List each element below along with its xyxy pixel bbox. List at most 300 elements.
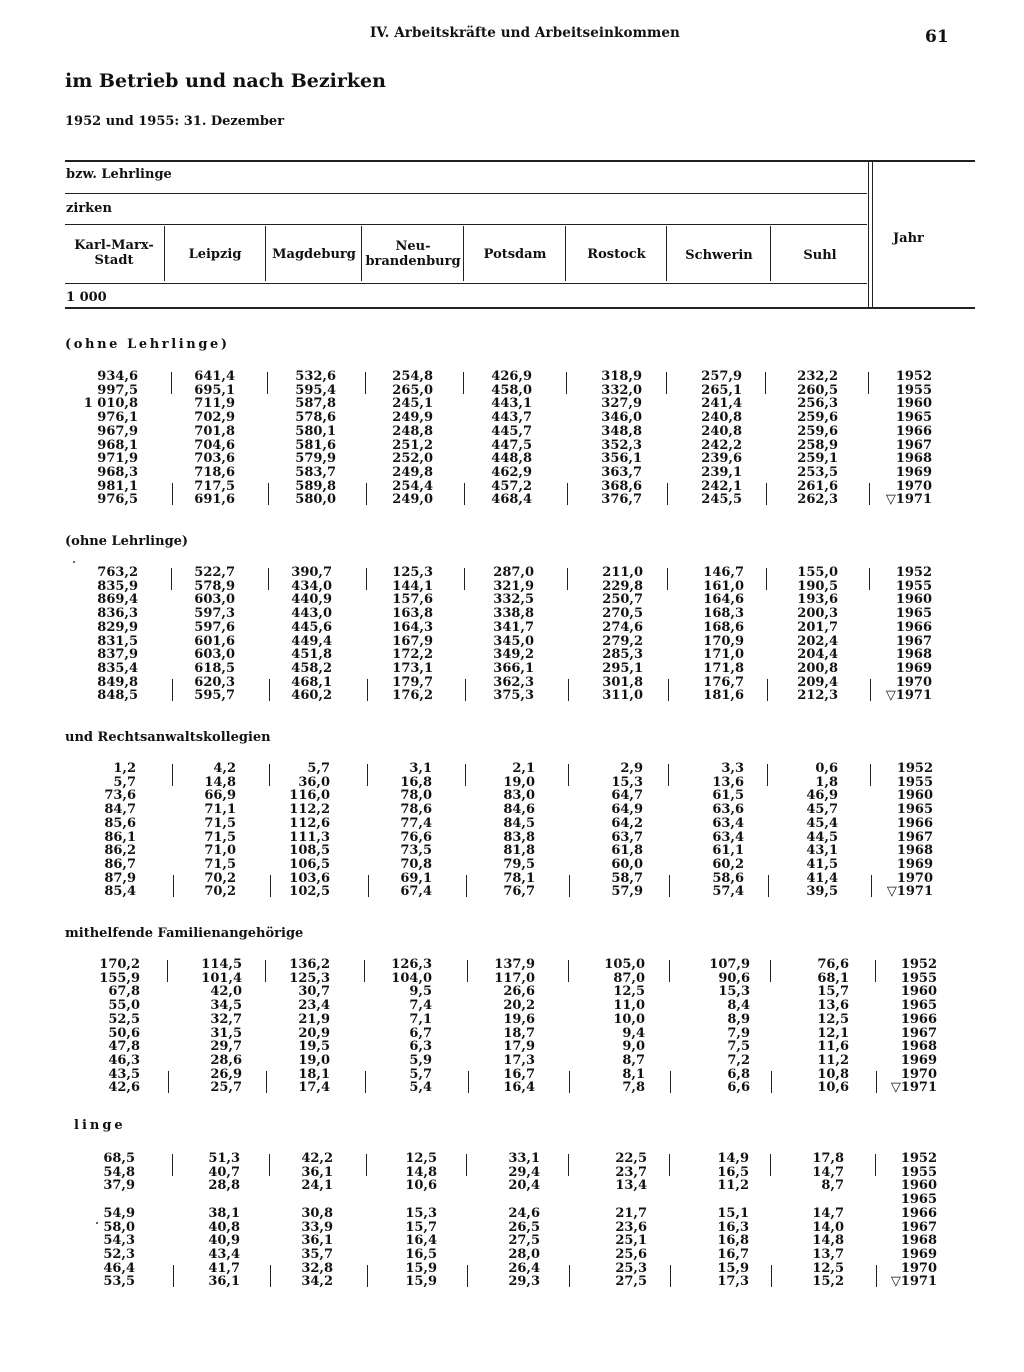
table-cell: 245,5 [701, 492, 742, 508]
value-column-magdeburg [260, 958, 330, 1095]
table-cell: 19,6 [503, 1011, 535, 1027]
table-cell: 249,9 [392, 410, 433, 426]
page-subtitle: 1952 und 1955: 31. Dezember [65, 114, 285, 129]
table-cell: 45,4 [806, 815, 838, 831]
year-cell: 1970 [900, 1260, 937, 1276]
table-cell: 176,7 [703, 674, 744, 690]
value-column-potsdam [460, 1152, 540, 1289]
table-cell: 69,1 [400, 870, 432, 886]
table-cell [660, 1193, 749, 1207]
table-cell: 58,6 [712, 870, 744, 886]
table-cell: 6,8 [727, 1066, 750, 1082]
table-cell: 26,4 [508, 1260, 540, 1276]
table-cell: 229,8 [602, 578, 643, 594]
section-title: und Rechtsanwaltskollegien [65, 730, 271, 745]
table-cell: 21,7 [615, 1205, 647, 1221]
table-cell: 71,1 [204, 802, 236, 818]
value-column-potsdam [460, 370, 532, 507]
column-header-schwerin: Schwerin [685, 248, 753, 263]
col-divider [164, 226, 165, 281]
table-cell: 848,5 [97, 688, 138, 704]
table-cell: 103,6 [289, 870, 330, 886]
year-cell: 1965 [900, 1192, 937, 1208]
table-cell: 63,7 [611, 829, 643, 845]
table-cell: 849,8 [97, 674, 138, 690]
table-cell: 601,6 [194, 633, 235, 649]
table-cell: 35,7 [301, 1246, 333, 1262]
year-cell: 1968 [895, 451, 932, 467]
table-cell: 18,7 [503, 1025, 535, 1041]
table-cell: 105,0 [604, 957, 645, 972]
value-column-neubrandenburg [360, 958, 432, 1095]
table-cell: 63,4 [712, 815, 744, 831]
table-cell: 15,7 [817, 984, 849, 1000]
table-cell: 64,2 [611, 815, 643, 831]
value-column-suhl [760, 1152, 844, 1289]
value-column-suhl [760, 762, 838, 899]
table-cell: 14,8 [204, 774, 236, 790]
table-cell: 270,5 [602, 606, 643, 622]
table-cell: 116,0 [289, 788, 330, 804]
table-cell: 70,8 [400, 856, 432, 872]
table-cell: 64,9 [611, 802, 643, 818]
table-cell: 171,8 [703, 660, 744, 676]
header-rule-bottom [65, 307, 975, 309]
table-cell: 8,9 [727, 1011, 750, 1027]
table-cell: 19,0 [298, 1052, 330, 1068]
table-cell: 29,4 [508, 1164, 540, 1180]
table-cell: 202,4 [797, 633, 838, 649]
year-cell: 1967 [900, 1025, 937, 1041]
value-column-magdeburg [260, 566, 332, 703]
table-cell: 26,6 [503, 984, 535, 1000]
table-cell: 831,5 [97, 633, 138, 649]
table-cell: 595,4 [295, 382, 336, 398]
table-cell: 5,9 [409, 1052, 432, 1068]
table-cell: 16,7 [503, 1066, 535, 1082]
table-cell: 50,6 [108, 1025, 140, 1041]
table-cell: 262,3 [797, 492, 838, 508]
table-cell: 23,6 [615, 1219, 647, 1235]
table-cell: 22,5 [615, 1151, 647, 1166]
header-rule-2 [65, 224, 867, 225]
table-cell: 190,5 [797, 578, 838, 594]
table-cell [460, 1193, 540, 1207]
year-cell: 1952 [900, 1151, 937, 1166]
table-cell: 78,6 [400, 802, 432, 818]
table-cell: 36,1 [301, 1164, 333, 1180]
table-cell: 274,6 [602, 619, 643, 635]
table-cell: 32,8 [301, 1260, 333, 1276]
table-cell: 193,6 [797, 592, 838, 608]
table-cell: 21,9 [298, 1011, 330, 1027]
table-cell: 90,6 [718, 970, 750, 986]
table-cell: 71,5 [204, 815, 236, 831]
table-cell: 83,0 [503, 788, 535, 804]
column-divider-mark [870, 764, 871, 786]
header-rule-3 [65, 283, 867, 284]
table-cell [360, 1193, 437, 1207]
table-cell: 14,9 [717, 1151, 749, 1166]
table-cell: 58,0 [103, 1219, 135, 1235]
table-cell: 19,0 [503, 774, 535, 790]
column-divider-mark [868, 372, 869, 394]
table-cell: 117,0 [494, 970, 535, 986]
table-cell: 16,7 [717, 1246, 749, 1262]
table-cell: 76,6 [400, 829, 432, 845]
table-cell: 81,8 [503, 843, 535, 859]
jahr-divider [872, 162, 873, 307]
table-cell: 30,8 [301, 1205, 333, 1221]
table-cell: 57,4 [712, 884, 744, 900]
table-cell: 1 010,8 [83, 396, 138, 412]
year-cell: 1969 [895, 464, 932, 480]
table-cell: 835,4 [97, 660, 138, 676]
table-cell: 84,5 [503, 815, 535, 831]
year-cell: 1952 [895, 565, 932, 580]
table-cell: 997,5 [97, 382, 138, 398]
table-cell: 376,7 [601, 492, 642, 508]
table-cell: 111,3 [289, 829, 330, 845]
table-cell: 12,5 [405, 1151, 437, 1166]
table-cell: 8,1 [622, 1066, 645, 1082]
table-cell: 242,1 [701, 478, 742, 494]
table-cell: 212,3 [797, 688, 838, 704]
table-cell: 457,2 [491, 478, 532, 494]
table-cell: 71,0 [204, 843, 236, 859]
table-cell: 16,4 [503, 1080, 535, 1096]
value-column-neubrandenburg [360, 762, 432, 899]
table-cell: 260,5 [797, 382, 838, 398]
table-cell: 51,3 [208, 1151, 240, 1166]
table-cell: 41,5 [806, 856, 838, 872]
table-cell: 6,6 [727, 1080, 750, 1096]
table-cell: 468,4 [491, 492, 532, 508]
column-header-rostock: Rostock [587, 247, 646, 262]
table-cell: 4,2 [213, 761, 236, 776]
table-cell: 363,7 [601, 464, 642, 480]
table-cell: 345,0 [493, 633, 534, 649]
table-cell: 170,9 [703, 633, 744, 649]
table-cell: 581,6 [295, 437, 336, 453]
page-title: im Betrieb und nach Bezirken [65, 70, 386, 92]
table-cell: 42,2 [301, 1151, 333, 1166]
table-cell: 61,8 [611, 843, 643, 859]
table-cell: 61,5 [712, 788, 744, 804]
table-cell: 42,6 [108, 1080, 140, 1096]
column-divider-mark [871, 875, 872, 897]
running-title: IV. Arbeitskräfte und Arbeitseinkommen [370, 25, 680, 41]
table-cell: 10,8 [817, 1066, 849, 1082]
year-cell: 1970 [895, 478, 932, 494]
table-cell: 71,5 [204, 829, 236, 845]
table-cell: 41,7 [208, 1260, 240, 1276]
table-cell: 261,6 [797, 478, 838, 494]
table-cell: 86,1 [104, 829, 136, 845]
table-cell: 15,9 [405, 1260, 437, 1276]
table-cell: 251,2 [392, 437, 433, 453]
header-row-2: zirken [66, 201, 112, 216]
table-cell: 258,9 [797, 437, 838, 453]
table-cell: 7,5 [727, 1039, 750, 1055]
table-cell: 695,1 [194, 382, 235, 398]
table-cell: 17,4 [298, 1080, 330, 1096]
table-cell: 14,8 [812, 1233, 844, 1249]
table-cell: 12,5 [817, 1011, 849, 1027]
table-cell: 73,6 [104, 788, 136, 804]
table-cell: 580,1 [295, 423, 336, 439]
value-column-potsdam [460, 958, 535, 1095]
table-cell: 7,8 [622, 1080, 645, 1096]
year-cell: 1966 [895, 619, 932, 635]
table-cell: 64,7 [611, 788, 643, 804]
value-column-neubrandenburg [360, 566, 433, 703]
table-cell: 161,0 [703, 578, 744, 594]
table-cell: 7,9 [727, 1025, 750, 1041]
table-cell: 245,1 [392, 396, 433, 412]
value-column-leipzig [160, 1152, 240, 1289]
year-cell: 1955 [895, 578, 932, 594]
table-cell: 971,9 [97, 451, 138, 467]
year-cell: 1969 [895, 660, 932, 676]
table-cell: 443,7 [491, 410, 532, 426]
table-cell: 1,8 [815, 774, 838, 790]
table-cell: 239,6 [701, 451, 742, 467]
year-cell: 1965 [895, 606, 932, 622]
table-cell: 136,2 [289, 957, 330, 972]
table-cell: 36,0 [298, 774, 330, 790]
table-cell: 85,6 [104, 815, 136, 831]
table-cell: 155,0 [797, 565, 838, 580]
table-cell: 43,1 [806, 843, 838, 859]
value-column-leipzig [160, 762, 236, 899]
table-cell: 301,8 [602, 674, 643, 690]
table-cell: 578,9 [194, 578, 235, 594]
table-cell [560, 1193, 647, 1207]
col-divider [770, 226, 771, 281]
table-cell: 17,3 [503, 1052, 535, 1068]
table-cell: 43,4 [208, 1246, 240, 1262]
table-cell: 170,2 [99, 957, 140, 972]
year-cell: 1955 [896, 774, 933, 790]
table-cell: 241,4 [701, 396, 742, 412]
table-cell: 603,0 [194, 592, 235, 608]
table-cell: 25,6 [615, 1246, 647, 1262]
year-cell: 1966 [895, 423, 932, 439]
year-cell: 1970 [896, 870, 933, 886]
table-cell: 37,9 [103, 1178, 135, 1194]
table-cell: 58,7 [611, 870, 643, 886]
table-cell: 79,5 [503, 856, 535, 872]
table-cell: 54,9 [103, 1205, 135, 1221]
table-cell: 23,7 [615, 1164, 647, 1180]
table-cell: 38,1 [208, 1205, 240, 1221]
value-column-schwerin [660, 566, 744, 703]
table-cell: 73,5 [400, 843, 432, 859]
table-cell: 24,6 [508, 1205, 540, 1221]
column-divider-mark [869, 568, 870, 590]
table-cell: 597,3 [194, 606, 235, 622]
value-column-magdeburg [260, 1152, 333, 1289]
table-cell: 30,7 [298, 984, 330, 1000]
table-cell: 13,6 [817, 998, 849, 1014]
table-cell: 829,9 [97, 619, 138, 635]
table-cell: 7,2 [727, 1052, 750, 1068]
table-cell: 6,3 [409, 1039, 432, 1055]
table-cell: 53,5 [103, 1274, 135, 1290]
value-column-schwerin [660, 1152, 749, 1289]
table-cell: 70,2 [204, 870, 236, 886]
table-cell: 711,9 [194, 396, 235, 412]
table-cell: 78,0 [400, 788, 432, 804]
value-column-karl-marx-stadt [60, 762, 136, 899]
table-cell: 641,4 [194, 369, 235, 384]
table-cell: 11,6 [817, 1039, 849, 1055]
table-cell: 3,3 [721, 761, 744, 776]
value-column-rostock [560, 958, 645, 1095]
table-cell: 462,9 [491, 464, 532, 480]
table-cell: 311,0 [602, 688, 643, 704]
table-cell: 33,1 [508, 1151, 540, 1166]
table-cell: 114,5 [201, 957, 242, 972]
column-header-suhl: Suhl [803, 248, 837, 263]
table-cell: 265,1 [701, 382, 742, 398]
table-cell: 67,8 [108, 984, 140, 1000]
year-cell: ▽1971 [886, 884, 933, 900]
year-cell: 1965 [896, 802, 933, 818]
table-cell: 176,2 [392, 688, 433, 704]
table-cell: 25,1 [615, 1233, 647, 1249]
table-cell: 703,6 [194, 451, 235, 467]
table-cell: 46,3 [108, 1052, 140, 1068]
table-cell: 6,7 [409, 1025, 432, 1041]
table-cell: 332,5 [493, 592, 534, 608]
table-cell: 87,9 [104, 870, 136, 886]
table-cell: 11,2 [717, 1178, 749, 1194]
table-cell: 9,0 [622, 1039, 645, 1055]
table-cell: 60,0 [611, 856, 643, 872]
table-cell: 327,9 [601, 396, 642, 412]
table-cell: 16,8 [400, 774, 432, 790]
table-cell: 29,7 [210, 1039, 242, 1055]
table-cell: 15,2 [812, 1274, 844, 1290]
table-cell: 172,2 [392, 647, 433, 663]
table-cell: 43,5 [108, 1066, 140, 1082]
table-cell: 164,6 [703, 592, 744, 608]
table-cell: 332,0 [601, 382, 642, 398]
year-cell: 1969 [900, 1052, 937, 1068]
table-cell: 17,8 [812, 1151, 844, 1166]
column-header-leipzig: Leipzig [188, 247, 242, 262]
table-cell: 46,4 [103, 1260, 135, 1276]
table-cell: 285,3 [602, 647, 643, 663]
table-cell: 12,1 [817, 1025, 849, 1041]
table-cell: 10,6 [405, 1178, 437, 1194]
table-cell: 248,8 [392, 423, 433, 439]
value-column-schwerin [660, 370, 742, 507]
table-cell: 976,1 [97, 410, 138, 426]
table-cell: 76,6 [817, 957, 849, 972]
table-cell: 16,3 [717, 1219, 749, 1235]
col-divider [565, 226, 566, 281]
table-cell: 434,0 [291, 578, 332, 594]
table-cell: 242,2 [701, 437, 742, 453]
table-cell: 368,6 [601, 478, 642, 494]
table-cell: 583,7 [295, 464, 336, 480]
table-cell: 254,4 [392, 478, 433, 494]
table-cell: 40,9 [208, 1233, 240, 1249]
table-cell: 204,4 [797, 647, 838, 663]
col-divider [265, 226, 266, 281]
table-cell: 257,9 [701, 369, 742, 384]
table-cell: 78,1 [503, 870, 535, 886]
table-cell: 77,4 [400, 815, 432, 831]
table-cell: 52,3 [103, 1246, 135, 1262]
table-cell: 157,6 [392, 592, 433, 608]
table-cell: 458,2 [291, 660, 332, 676]
year-column [873, 762, 933, 899]
table-cell: 20,4 [508, 1178, 540, 1194]
table-cell: 2,1 [512, 761, 535, 776]
table-cell: 201,7 [797, 619, 838, 635]
table-cell: 11,2 [817, 1052, 849, 1068]
year-cell: 1952 [895, 369, 932, 384]
table-cell: 837,9 [97, 647, 138, 663]
table-cell: 146,7 [703, 565, 744, 580]
table-cell: 25,3 [615, 1260, 647, 1276]
table-cell: 163,8 [392, 606, 433, 622]
table-cell: 445,7 [491, 423, 532, 439]
table-cell: 718,6 [194, 464, 235, 480]
table-cell: 968,1 [97, 437, 138, 453]
table-cell: 63,6 [712, 802, 744, 818]
table-cell: 976,5 [97, 492, 138, 508]
table-cell: 460,2 [291, 688, 332, 704]
col-divider [361, 226, 362, 281]
table-cell: 259,6 [797, 423, 838, 439]
table-cell: 171,0 [703, 647, 744, 663]
table-cell: 54,3 [103, 1233, 135, 1249]
table-cell: 125,3 [392, 565, 433, 580]
value-column-neubrandenburg [360, 1152, 437, 1289]
table-cell: 86,7 [104, 856, 136, 872]
year-cell: 1960 [900, 984, 937, 1000]
page-number: 61 [925, 27, 949, 47]
table-cell: 390,7 [291, 565, 332, 580]
column-header-jahr: Jahr [893, 231, 924, 246]
year-cell: 1967 [900, 1219, 937, 1235]
table-cell: 362,3 [493, 674, 534, 690]
table-cell: 16,4 [405, 1233, 437, 1249]
table-cell: 84,6 [503, 802, 535, 818]
table-cell: 137,9 [494, 957, 535, 972]
value-column-rostock [560, 762, 643, 899]
value-column-leipzig [160, 566, 235, 703]
table-cell: 256,3 [797, 396, 838, 412]
table-cell: 5,7 [113, 774, 136, 790]
table-cell: 20,2 [503, 998, 535, 1014]
table-cell: 836,3 [97, 606, 138, 622]
table-cell: 1,2 [113, 761, 136, 776]
table-cell: 8,7 [821, 1178, 844, 1194]
table-cell: 47,8 [108, 1039, 140, 1055]
value-column-rostock [560, 566, 643, 703]
table-cell: 287,0 [493, 565, 534, 580]
section-title: linge [74, 1118, 126, 1133]
year-cell: 1966 [900, 1205, 937, 1221]
table-cell: 934,6 [97, 369, 138, 384]
table-cell: 249,0 [392, 492, 433, 508]
